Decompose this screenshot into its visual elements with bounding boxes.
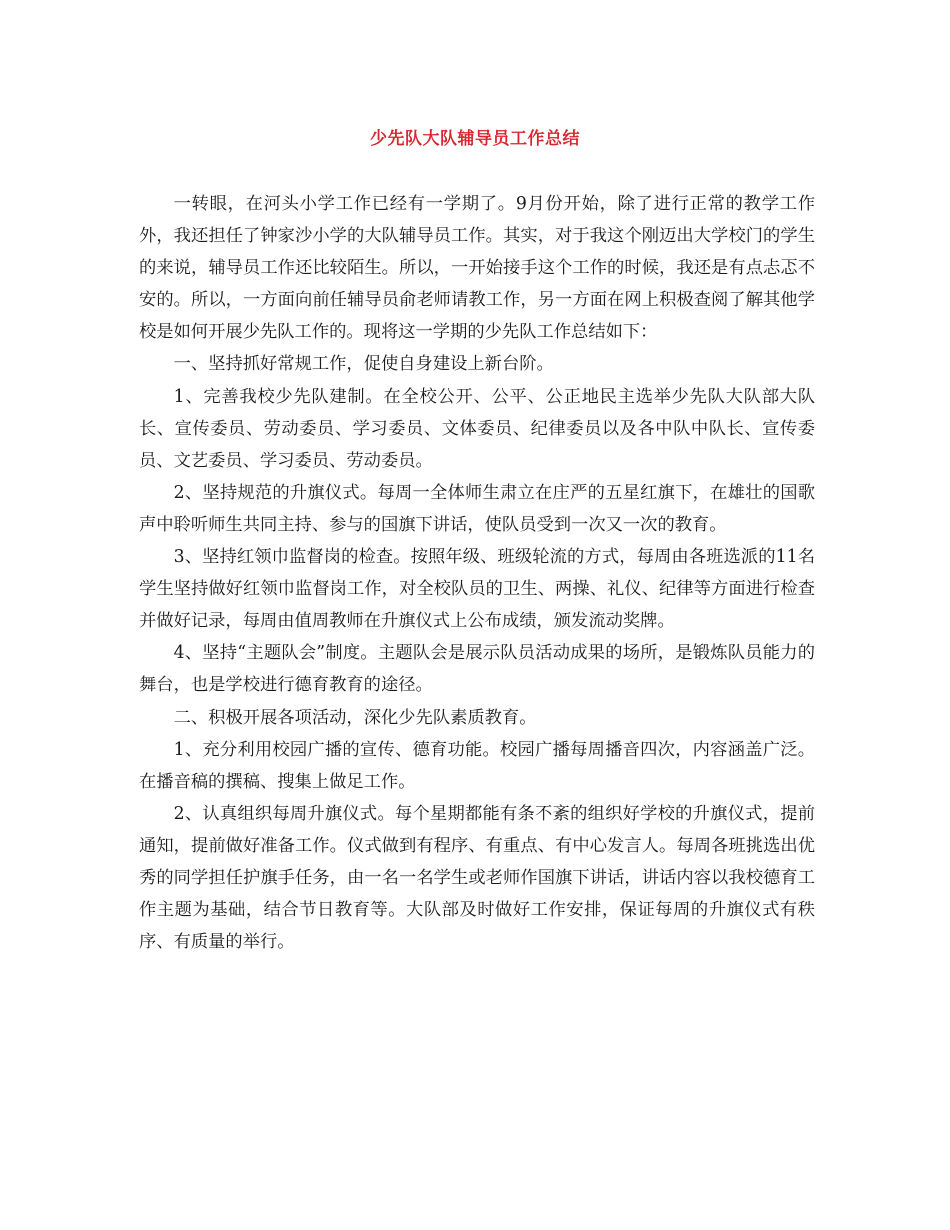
document-title: 少先队大队辅导员工作总结 <box>370 129 580 149</box>
paragraph-1-2: 2、坚持规范的升旗仪式。每周一全体师生肃立在庄严的五星红旗下，在雄壮的国歌声中聆听师生共同主持、参与的国旗下讲话，使队员受到一次又一次的教育。 <box>139 482 815 535</box>
document-body <box>139 188 815 958</box>
paragraph-1-1: 1、完善我校少先队建制。在全校公开、公平、公正地民主选举少先队大队部大队长、宣传委员、劳动委员、学习委员、文体委员、纪律委员以及各中队中队长、宣传委员、文艺委员、学习委员、劳动委员。 <box>139 386 815 471</box>
paragraph-2-1: 1、充分利用校园广播的宣传、德育功能。校园广播每周播音四次，内容涵盖广泛。在播音稿的撰稿、搜集上做足工作。 <box>139 739 815 792</box>
section-heading-2: 二、积极开展各项活动，深化少先队素质教育。 <box>173 707 537 728</box>
section-heading-1: 一、坚持抓好常规工作，促使自身建设上新台阶。 <box>173 354 554 375</box>
paragraph-1-3: 3、坚持红领巾监督岗的检查。按照年级、班级轮流的方式，每周由各班选派的11名学生坚持做好红领巾监督岗工作，对全校队员的卫生、两操、礼仪、纪律等方面进行检查并做好记录，每周由值周教师在升旗仪式上公布成绩，颁发流动奖牌。 <box>139 547 815 632</box>
paragraph-1-4: 4、坚持“主题队会”制度。主题队会是展示队员活动成果的场所，是锻炼队员能力的舞台，也是学校进行德育教育的途径。 <box>139 643 815 696</box>
paragraph-2-2: 2、认真组织每周升旗仪式。每个星期都能有条不紊的组织好学校的升旗仪式，提前通知，提前做好准备工作。仪式做到有程序、有重点、有中心发言人。每周各班挑选出优秀的同学担任护旗手任务，由一名一名学生或老师作国旗下讲话，讲话内容以我校德育工作主题为基础，结合节日教育等。大队部及时做好工作安排，保证每周的升旗仪式有秩序、有质量的举行。 <box>139 803 815 953</box>
paragraph-intro: 一转眼，在河头小学工作已经有一学期了。9月份开始，除了进行正常的教学工作外，我还担任了钟家沙小学的大队辅导员工作。其实，对于我这个刚迈出大学校门的学生的来说，辅导员工作还比较陌生。所以，一开始接手这个工作的时候，我还是有点忐忑不安的。所以，一方面向前任辅导员俞老师请教工作，另一方面在网上积极查阅了解其他学校是如何开展少先队工作的。现将这一学期的少先队工作总结如下： <box>139 194 815 343</box>
